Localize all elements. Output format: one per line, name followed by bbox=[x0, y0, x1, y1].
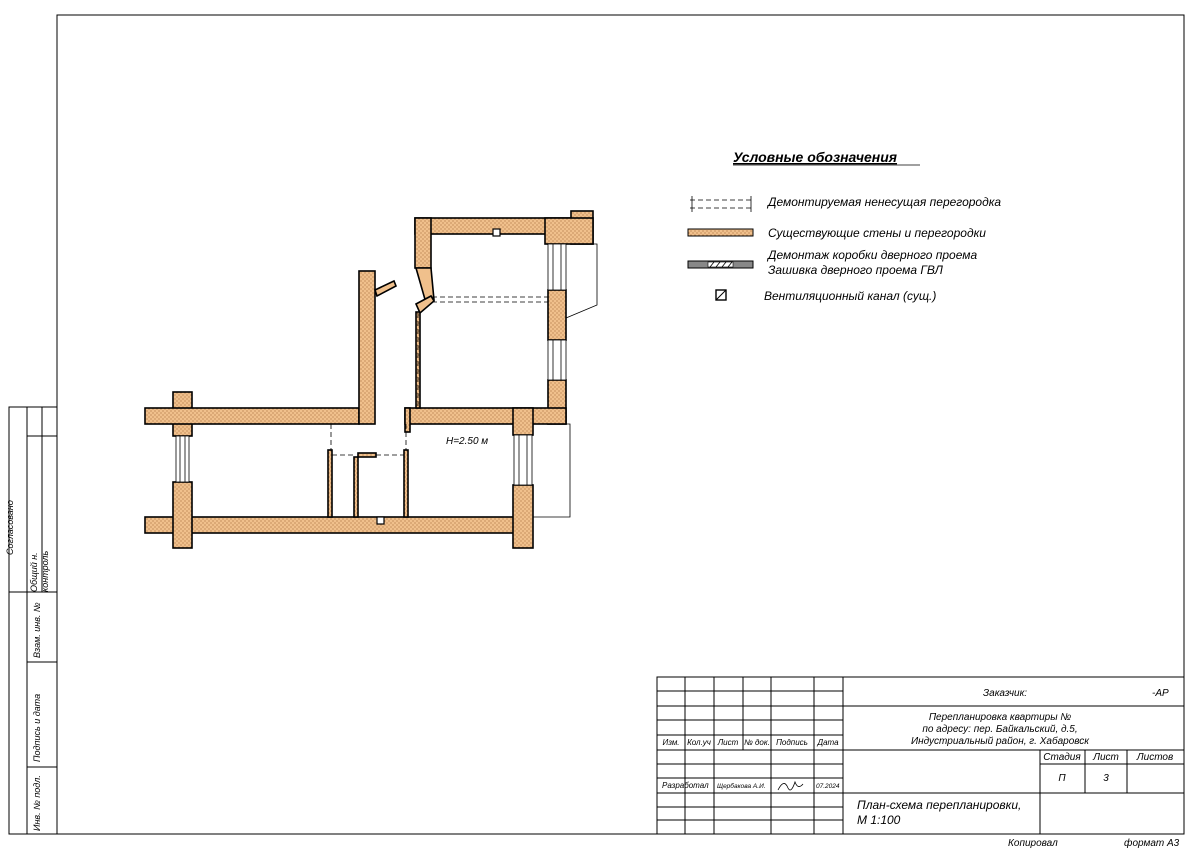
developer-name: Щербакова А.И. bbox=[717, 783, 766, 790]
project-code: -АР bbox=[1152, 688, 1169, 699]
stage-header: Стадия bbox=[1043, 752, 1081, 763]
legend-label-door-frame: Демонтаж коробки дверного проема bbox=[768, 248, 978, 262]
floor-plan bbox=[145, 211, 597, 548]
vent-channel-icon bbox=[716, 290, 726, 300]
side-stamp-agreed: Согласовано bbox=[5, 500, 15, 555]
footer-copied: Копировал bbox=[1008, 838, 1058, 849]
vent-channel-icon bbox=[377, 517, 384, 524]
project-line-2: по адресу: пер. Байкальский, д.5, bbox=[922, 724, 1078, 735]
hdr-kol: Кол.уч bbox=[687, 738, 711, 747]
sheet-header: Лист bbox=[1093, 752, 1119, 763]
side-stamp-inv-orig: Инв. № подл. bbox=[32, 775, 42, 831]
legend-title: Условные обозначения bbox=[733, 149, 898, 165]
sheets-header: Листов bbox=[1136, 752, 1174, 763]
side-stamp-control-2: контроль bbox=[40, 550, 50, 592]
sheet-value: 3 bbox=[1103, 773, 1109, 784]
door-frame-icon bbox=[688, 261, 753, 268]
side-stamp-replace-inv: Взам. инв. № bbox=[32, 602, 42, 658]
legend-label-dashed: Демонтируемая ненесущая перегородка bbox=[768, 195, 1002, 209]
project-line-1: Перепланировка квартиры № bbox=[928, 712, 1072, 723]
legend-label-vent: Вентиляционный канал (сущ.) bbox=[764, 289, 937, 303]
existing-wall-icon bbox=[688, 229, 753, 236]
hdr-sign: Подпись bbox=[776, 738, 808, 747]
project-line-3: Индустриальный район, г. Хабаровск bbox=[910, 736, 1090, 747]
hdr-izm: Изм. bbox=[662, 738, 680, 747]
drawing-title-1: План-схема перепланировки, bbox=[857, 798, 1022, 812]
dashed-wall-icon bbox=[690, 196, 753, 212]
legend bbox=[688, 149, 1001, 303]
stage-value: П bbox=[1058, 773, 1066, 784]
title-block bbox=[657, 677, 1184, 834]
developed-label: Разработал bbox=[662, 781, 709, 790]
side-stamp-control-1: Общий н. bbox=[29, 552, 39, 592]
side-stamp bbox=[5, 407, 57, 834]
height-label: H=2.50 м bbox=[446, 436, 489, 447]
customer-label: Заказчик: bbox=[983, 688, 1028, 699]
side-stamp-sign-date: Подпись и дата bbox=[32, 693, 42, 762]
hdr-doc: № док. bbox=[744, 738, 770, 747]
signature-icon bbox=[778, 782, 803, 790]
legend-label-existing: Существующие стены и перегородки bbox=[768, 226, 986, 240]
footer-format: формат А3 bbox=[1124, 838, 1180, 849]
legend-label-gvl: Зашивка дверного проема ГВЛ bbox=[768, 263, 943, 277]
drawing-title-2: М 1:100 bbox=[857, 813, 901, 827]
hdr-list: Лист bbox=[717, 738, 739, 747]
vent-channel-icon bbox=[493, 229, 500, 236]
developed-date: 07.2024 bbox=[816, 783, 840, 790]
hdr-date: Дата bbox=[817, 738, 839, 747]
